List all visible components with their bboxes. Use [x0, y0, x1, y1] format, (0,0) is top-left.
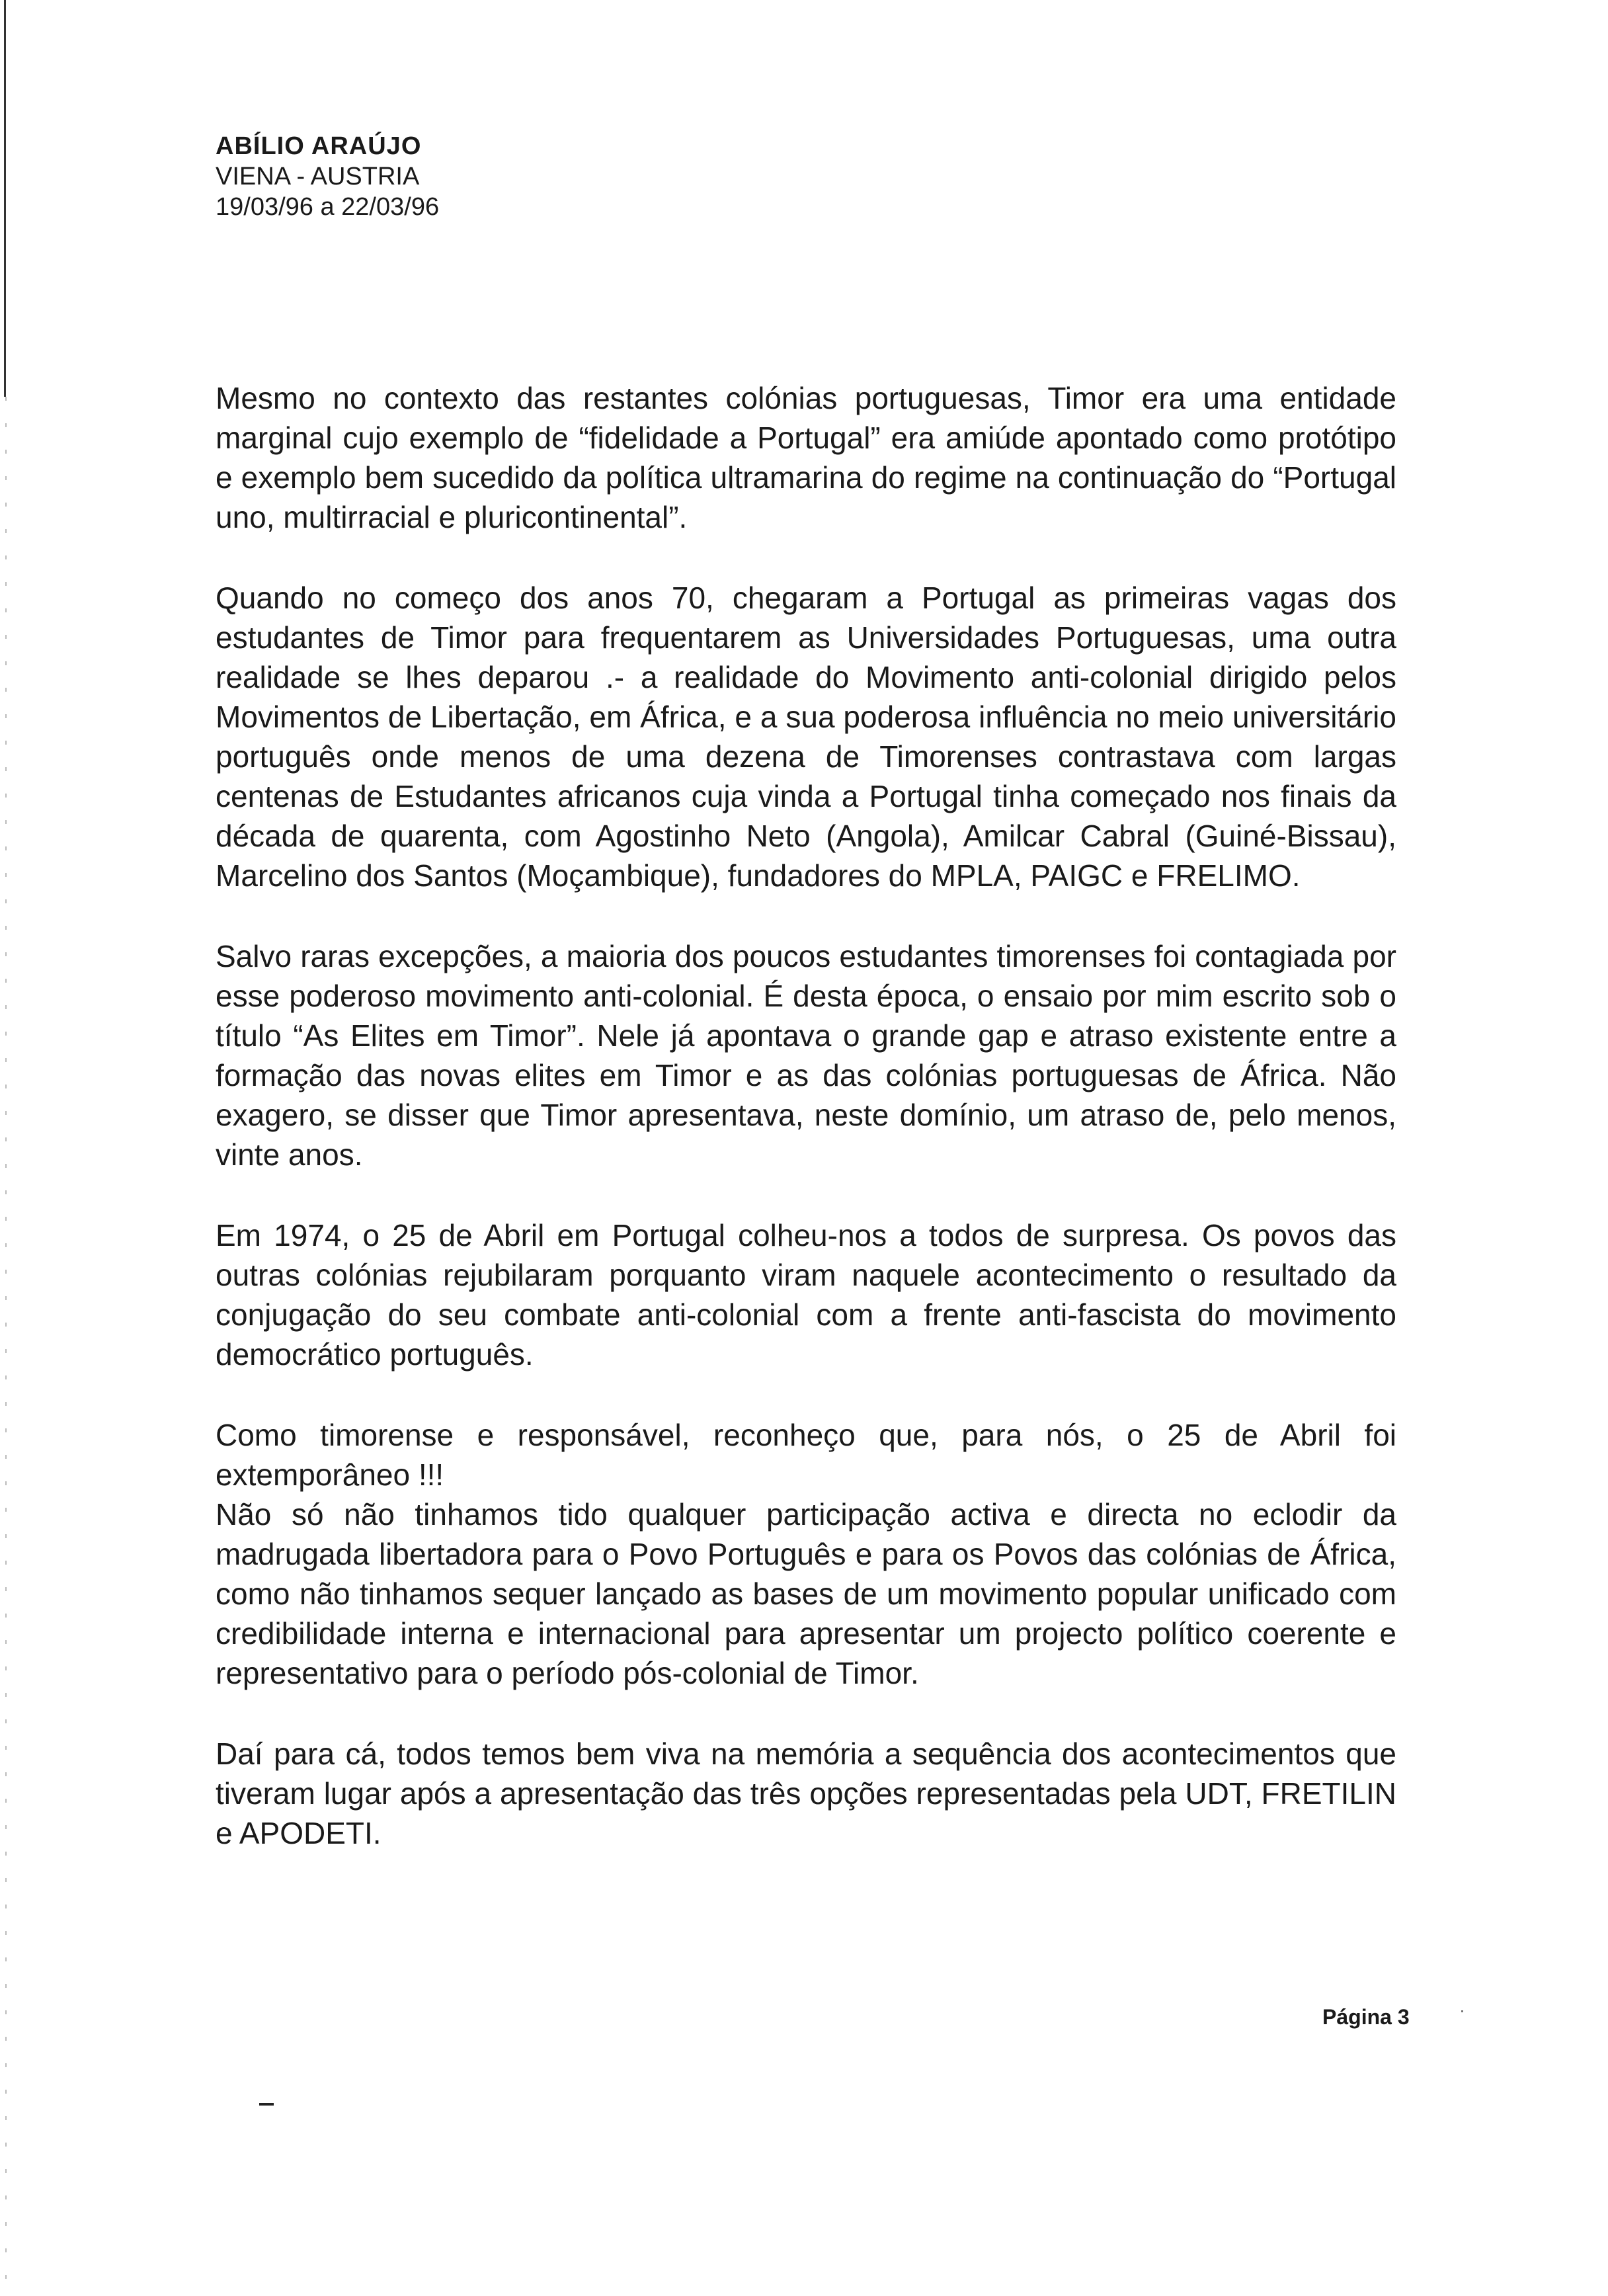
- paragraph-2: Quando no começo dos anos 70, chegaram a Portugal as primeiras vagas dos estudantes de Timor para frequentarem as Universidades Portuguesas, uma outra realidade se lhes deparou .- a realidade do Movimento anti-colonial dirigido pelos Movimentos de Libertação, em África, e a sua poderosa influência no meio universitário português onde menos de uma dezena de Timorenses contrastava com largas centenas de Estudantes africanos cuja vinda a Portugal tinha começado nos finais da década de quarenta, com Agostinho Neto (Angola), Amilcar Cabral (Guiné-Bissau), Marcelino dos Santos (Moçambique), fundadores do MPLA, PAIGC e FRELIMO.: [216, 581, 1396, 893]
- date-range: 19/03/96 a 22/03/96: [216, 193, 440, 221]
- paragraph-5: Como timorense e responsável, reconheço que, para nós, o 25 de Abril foi extemporâneo !!!: [216, 1418, 1396, 1492]
- paragraph-6: Não só não tinhamos tido qualquer participação activa e directa no eclodir da madrugada libertadora para o Povo Português e para os Povos das colónias de África, como não tinhamos sequer lançado as bases de um movimento popular unificado com credibilidade interna e internacional para apresentar um projecto político coerente e representativo para o período pós-colonial de Timor.: [216, 1497, 1396, 1690]
- paragraph-4: Em 1974, o 25 de Abril em Portugal colheu-nos a todos de surpresa. Os povos das outras colónias rejubilaram porquanto viram naquele acontecimento o resultado da conjugação do seu combate anti-colonial com a frente anti-fascista do movimento democrático português.: [216, 1218, 1396, 1372]
- paragraph-7: Daí para cá, todos temos bem viva na memória a sequência dos acontecimentos que tiveram lugar após a apresentação das três opções representadas pela UDT, FRETILIN e APODETI.: [216, 1737, 1396, 1850]
- scan-speck: [1461, 2010, 1463, 2012]
- page-number: Página 3: [1322, 2005, 1410, 2029]
- document-body: [216, 378, 1396, 1894]
- scan-edge-line: [4, 0, 6, 397]
- scan-speck: [259, 2103, 274, 2106]
- document-header: [216, 131, 744, 222]
- location: VIENA - AUSTRIA: [216, 163, 420, 190]
- author-name: ABÍLIO ARAÚJO: [216, 132, 422, 160]
- scan-edge-dots: [5, 397, 7, 2288]
- paragraph-1: Mesmo no contexto das restantes colónias portuguesas, Timor era uma entidade marginal cujo exemplo de “fidelidade a Portugal” era amiúde apontado como protótipo e exemplo bem sucedido da política ultramarina do regime na continuação do “Portugal uno, multirracial e pluricontinental”.: [216, 381, 1396, 534]
- paragraph-3: Salvo raras excepções, a maioria dos poucos estudantes timorenses foi contagiada por esse poderoso movimento anti-colonial. É desta época, o ensaio por mim escrito sob o título “As Elites em Timor”. Nele já apontava o grande gap e atraso existente entre a formação das novas elites em Timor e as das colónias portuguesas de África. Não exagero, se disser que Timor apresentava, neste domínio, um atraso de, pelo menos, vinte anos.: [216, 939, 1396, 1172]
